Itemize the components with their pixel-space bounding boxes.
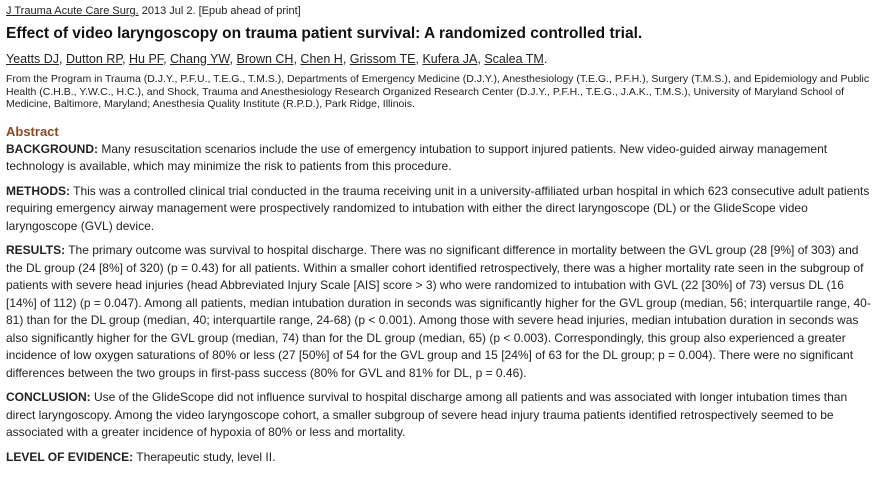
author-link[interactable]: Yeatts DJ (6, 52, 60, 66)
author-link[interactable]: Hu PF (129, 52, 164, 66)
background-text: Many resuscitation scenarios include the use of emergency intubation to support injured patients. New video-guided airway management technology is available, which may minimize the risk to patients from this procedure. (6, 141, 828, 173)
author-link[interactable]: Dutton RP (66, 52, 123, 66)
author-link[interactable]: Grissom TE (349, 52, 416, 66)
methods-section (6, 183, 871, 236)
affiliation: From the Program in Trauma (D.J.Y., P.F.U., T.E.G., T.M.S.), Departments of Emergency Medicine (D.J.Y.), Anesthesiology (T.E.G., P.F.H.), Surgery (T.M.S.), and Epidemiology and Public Health (C.H.B., Y.W.C., H.C.), and Shock, Trauma and Anesthesiology Research Organized Research Center (D.J.Y., P.F.H., T.E.G., J.A.K., T.M.S.), University of Maryland School of Medicine, Baltimore, Maryland; Anesthesia Quality Institute (R.P.D.), Park Ridge, Illinois. (6, 73, 870, 110)
conclusion-label: CONCLUSION: (6, 390, 91, 404)
article-title: Effect of video laryngoscopy on trauma patient survival: A randomized controlled trial. (6, 25, 643, 42)
author-list: Yeatts DJ, Dutton RP, Hu PF, Chang YW, Brown CH, Chen H, Grissom TE, Kufera JA, Scalea TM. (6, 52, 548, 66)
methods-text: This was a controlled clinical trial conducted in the trauma receiving unit in a university-affiliated urban hospital in which 623 consecutive adult patients requiring emergency airway management were prospectively randomized to intubation with either the direct laryngoscope (DL) or the GlideScope video laryngoscope (GVL) device. (6, 183, 870, 233)
citation (6, 4, 871, 18)
conclusion-section (6, 389, 871, 442)
abstract-heading: Abstract (6, 123, 59, 139)
level-of-evidence-label: LEVEL OF EVIDENCE: (6, 449, 134, 464)
background-section (6, 141, 871, 176)
citation-date: 2013 Jul 2. [Epub ahead of print] (138, 5, 301, 17)
methods-label: METHODS: (6, 183, 70, 198)
conclusion-text: Use of the GlideScope did not influence survival to hospital discharge among all patients and was associated with longer intubation times than direct laryngoscopy. Among the video laryngoscope cohort, a smaller subgroup of severe head injury trauma patients identified retrospectively seemed to be associated with a greater incidence of hypoxia of 80% or less and mortality. (6, 390, 848, 439)
level-of-evidence-section (6, 449, 871, 467)
results-text: The primary outcome was survival to hospital discharge. There was no significant difference in mortality between the GVL group (28 [9%] of 303) and the DL group (24 [8%] of 320) (p = 0.43) for all patients. Within a smaller cohort identified retrospectively, there was a higher mortality rate seen in the subgroup of patients with severe head injuries (head Abbreviated Injury Scale [AIS] score > 3) who were randomized to intubation with GVL (22 [30%] of 73) versus DL (16 [14%] of 112) (p = 0.047). Among all patients, median intubation duration in seconds was significantly higher for the GVL group (median, 56; interquartile range, 40-81) than for the DL group (median, 40; interquartile range, 24-68) (p < 0.001). Among those with severe head injuries, median intubation duration in seconds was also significantly higher for the GVL group (median, 74) than for the DL group (median, 65) (p < 0.003). Correspondingly, this group also experienced a greater incidence of low oxygen saturations of 80% or less (27 [50%] of 54 for the GVL group and 15 [24%] of 63 for the DL group; p = 0.004). There were no significant differences between the two groups in first-pass success (80% for GVL and 81% for DL, p = 0.46). (6, 243, 871, 380)
author-link[interactable]: Brown CH (236, 52, 294, 66)
background-label: BACKGROUND: (6, 141, 98, 156)
author-link[interactable]: Chen H (300, 52, 343, 66)
journal-link[interactable]: J Trauma Acute Care Surg. (6, 5, 139, 17)
results-section (6, 242, 871, 382)
author-link[interactable]: Kufera JA (422, 52, 478, 66)
author-link[interactable]: Chang YW (170, 52, 230, 66)
author-link[interactable]: Scalea TM (484, 52, 544, 66)
results-label: RESULTS: (6, 243, 66, 257)
level-of-evidence-text: Therapeutic study, level II. (133, 449, 276, 464)
